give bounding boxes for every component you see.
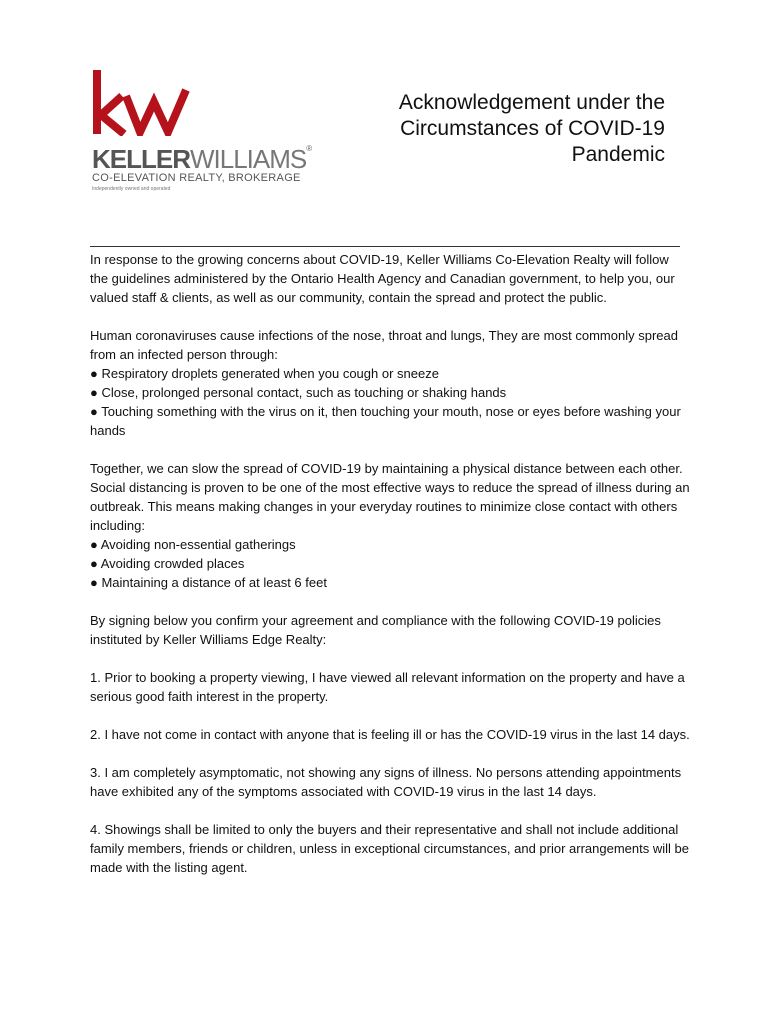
document-body: [90, 250, 690, 896]
spread-paragraph: [90, 326, 690, 440]
spread-lead: Human coronaviruses cause infections of the nose, throat and lungs, They are most commonly spread from an infected person through:: [90, 328, 678, 362]
title-line: Circumstances of COVID-19: [400, 117, 665, 140]
logo-word-keller: KELLER: [92, 144, 190, 174]
logo-brokerage: CO-ELEVATION REALTY, BROKERAGE: [92, 172, 301, 184]
title-divider: [90, 246, 680, 247]
logo-tagline: Independently owned and operated: [92, 186, 171, 192]
logo-registered-mark: ®: [306, 144, 313, 153]
title-line: Acknowledgement under the: [398, 91, 665, 114]
spread-bullet: ● Respiratory droplets generated when you cough or sneeze: [90, 366, 439, 381]
policy-item: 2. I have not come in contact with anyone that is feeling ill or has the COVID-19 virus in the last 14 days.: [90, 727, 690, 742]
policy-item: 1. Prior to booking a property viewing, I have viewed all relevant information on the property and have a serious good faith interest in the property.: [90, 670, 685, 704]
distancing-bullet: ● Avoiding crowded places: [90, 556, 245, 571]
distancing-paragraph: [90, 459, 690, 592]
keller-williams-logo: [92, 68, 322, 198]
distancing-lead: Together, we can slow the spread of COVID-19 by maintaining a physical distance between each other. Social distancing is proven to be one of the most effective ways to reduce the spread of illness during an outbreak. This means making changes in your everyday routines to minimize close contact with others including:: [90, 461, 690, 533]
policy-item: 3. I am completely asymptomatic, not showing any signs of illness. No persons attending appointments have exhibited any of the symptoms associated with COVID-19 virus in the last 14 days.: [90, 765, 682, 799]
spread-bullet: ● Close, prolonged personal contact, such as touching or shaking hands: [90, 385, 507, 400]
distancing-bullet: ● Avoiding non-essential gatherings: [90, 537, 296, 552]
signing-paragraph: By signing below you confirm your agreement and compliance with the following COVID-19 policies instituted by Keller Williams Edge Realty:: [90, 613, 661, 647]
intro-paragraph: In response to the growing concerns about COVID-19, Keller Williams Co-Elevation Realty will follow the guidelines administered by the Ontario Health Agency and Canadian government, to help you, our valued staff & clients, as well as our community, contain the spread and protect the public.: [90, 252, 675, 305]
policy-item: 4. Showings shall be limited to only the buyers and their representative and shall not include additional family members, friends or children, unless in exceptional circumstances, and prior arrangements will be made with the listing agent.: [90, 822, 689, 875]
kw-logo-mark: [92, 68, 192, 136]
title-line: Pandemic: [571, 143, 665, 166]
distancing-bullet: ● Maintaining a distance of at least 6 feet: [90, 575, 327, 590]
document-title: [345, 90, 665, 168]
logo-word-williams: WILLIAMS: [190, 144, 307, 174]
spread-bullet: ● Touching something with the virus on it, then touching your mouth, nose or eyes before washing your hands: [90, 404, 681, 438]
logo-wordmark: [92, 144, 312, 175]
